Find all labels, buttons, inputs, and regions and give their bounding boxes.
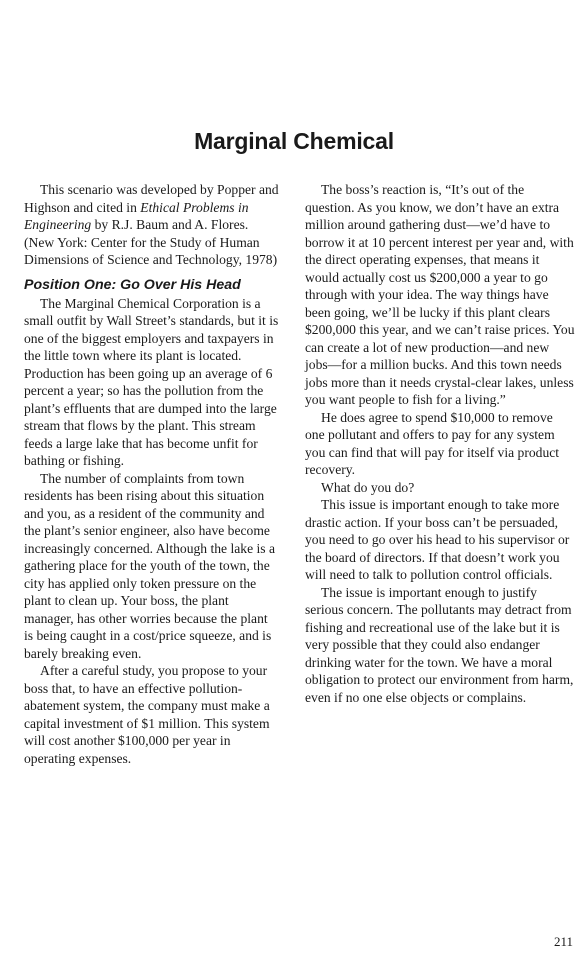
body-paragraph: The boss’s reaction is, “It’s out of the question. As you know, we don’t have an extra million around gathering dust—we’d have to borrow it at 10 percent interest per year and, with the direct operating expenses, that means it would actually cost us $200,000 a year to go through with your idea. The way things have been going, we’ll be lucky if this plant clears $200,000 this year, and we can’t raise prices. You can create a lot of new production—and new jobs—for a million bucks. And this town needs jobs more than it needs crystal-clear lakes, unless you want people to fish for a living.”	[305, 182, 575, 407]
page-title: Marginal Chemical	[194, 128, 394, 154]
intro-text-end: by R.J. Baum and A. Flores. (New York: Center for the Study of Human Dimensions of Science and Technology, 1978)	[24, 217, 278, 267]
body-paragraph: The number of complaints from town residents has been rising about this situation and you, as a resident of the community and the plant’s senior engineer, also have become increasingly concerned. Although the lake is a gathering place for the youth of the town, the city has applied only token pressure on the plant to clean up. Your boss, the plant manager, has other worries because the plant is being caught in a cost/price squeeze, and is barely breaking even.	[24, 470, 276, 661]
body-paragraph: He does agree to spend $10,000 to remove one pollutant and offers to pay for any system you can find that will pay for itself via product recovery.	[305, 409, 560, 477]
left-column	[24, 181, 280, 767]
book-title: Ethical Problems in Engineering	[24, 199, 249, 232]
page-number: 211	[553, 934, 573, 949]
body-paragraph: This issue is important enough to take more drastic action. If your boss can’t be persuaded, you need to go over his head to his supervisor or the board of directors. If that doesn’t work you will need to talk to pollution control officials.	[305, 497, 570, 582]
intro-paragraph	[24, 181, 280, 269]
intro-text-start: This scenario was developed by Popper and Highson and cited in	[24, 182, 279, 215]
section-heading: Position One: Go Over His Head	[24, 276, 241, 293]
body-paragraph: The Marginal Chemical Corporation is a small outfit by Wall Street’s standards, but it is one of the biggest employers and taxpayers in the little town where its plant is located. Production has been going up an average of 6 percent a year; so has the pollution from the plant’s effluents that are dumped into the large stream that flows by the plant. This stream feeds a large lake that has become unfit for bathing or fishing.	[24, 295, 279, 468]
right-column	[305, 181, 575, 706]
body-paragraph: The issue is important enough to justify serious concern. The pollutants may detract from fishing and recreational use of the lake but it is very possible that they could also endanger drinking water for the town. We have a moral obligation to protect our environment from harm, even if no one else objects or complains.	[305, 584, 574, 705]
question-paragraph: What do you do?	[321, 479, 415, 495]
body-paragraph: After a careful study, you propose to your boss that, to have an effective pollution-abatement system, the company must make a capital investment of $1 million. This system will cost another $100,000 per year in operating expenses.	[24, 663, 270, 766]
